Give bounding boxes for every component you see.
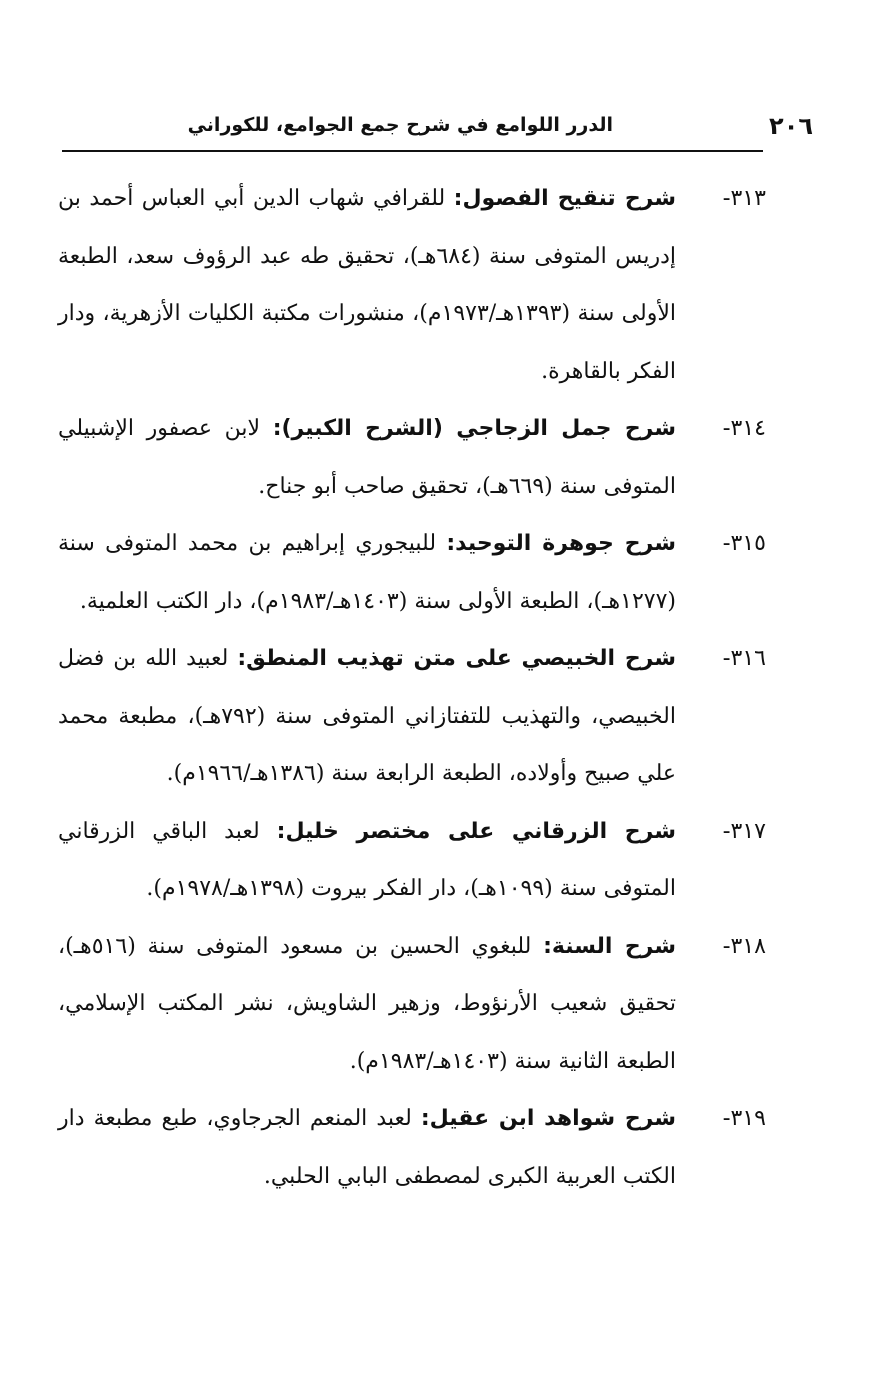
entry-text: لابن عصفور الإشبيلي المتوفى سنة (٦٦٩هـ)، تحقيق صاحب أبو جناح. bbox=[58, 416, 676, 499]
entry-text: للبغوي الحسين بن مسعود المتوفى سنة (٥١٦هـ)، تحقيق شعيب الأرنؤوط، وزهير الشاويش، نشر المكتب الإسلامي، الطبعة الثانية سنة (١٤٠٣هـ/١٩٨٣م). bbox=[58, 933, 676, 1074]
running-title: الدرر اللوامع في شرح جمع الجوامع، للكوراني bbox=[187, 114, 613, 136]
running-header bbox=[62, 112, 813, 144]
entry-number: ٣١٦- bbox=[722, 646, 766, 671]
entry-number: ٣١٩- bbox=[722, 1106, 766, 1131]
page-number: ٢٠٦ bbox=[769, 112, 813, 140]
bibliography-entry bbox=[58, 170, 766, 400]
bibliography-entry bbox=[58, 803, 766, 918]
bibliography-entry bbox=[58, 515, 766, 630]
bibliography-entry bbox=[58, 630, 766, 803]
entry-title: شرح تنقيح الفصول: bbox=[453, 186, 676, 211]
entry-title: شرح شواهد ابن عقيل: bbox=[420, 1106, 676, 1131]
entry-text: لعبيد الله بن فضل الخبيصي، والتهذيب للتفتازاني المتوفى سنة (٧٩٢هـ)، مطبعة محمد علي صبيح وأولاده، الطبعة الرابعة سنة (١٣٨٦هـ/١٩٦٦م). bbox=[58, 646, 676, 786]
entry-title: شرح جوهرة التوحيد: bbox=[446, 531, 676, 556]
bibliography-entry bbox=[58, 400, 766, 515]
entry-title: شرح جمل الزجاجي (الشرح الكبير): bbox=[272, 416, 676, 441]
header-rule bbox=[62, 150, 763, 152]
entry-title: شرح الزرقاني على مختصر خليل: bbox=[276, 818, 676, 844]
entry-number: ٣١٥- bbox=[722, 531, 766, 556]
entry-title: شرح الخبيصي على متن تهذيب المنطق: bbox=[237, 646, 676, 671]
entry-title: شرح السنة: bbox=[543, 933, 676, 959]
bibliography-entry bbox=[58, 1090, 766, 1205]
bibliography-entry bbox=[58, 918, 766, 1091]
entry-text: لعبد المنعم الجرجاوي، طبع مطبعة دار الكتب العربية الكبرى لمصطفى البابي الحلبي. bbox=[58, 1106, 676, 1189]
entry-text: للبيجوري إبراهيم بن محمد المتوفى سنة (١٢٧٧هـ)، الطبعة الأولى سنة (١٤٠٣هـ/١٩٨٣م)، دار الكتب العلمية. bbox=[58, 531, 676, 614]
entry-number: ٣١٣- bbox=[722, 186, 766, 211]
entry-text: للقرافي شهاب الدين أبي العباس أحمد بن إدريس المتوفى سنة (٦٨٤هـ)، تحقيق طه عبد الرؤوف سعد، الطبعة الأولى سنة (١٣٩٣هـ/١٩٧٣م)، منشورات مكتبة الكليات الأزهرية، ودار الفكر بالقاهرة. bbox=[58, 186, 677, 384]
entry-number: ٣١٧- bbox=[722, 818, 766, 844]
bibliography-list bbox=[58, 170, 766, 1205]
entry-text: لعبد الباقي الزرقاني المتوفى سنة (١٠٩٩هـ)، دار الفكر بيروت (١٣٩٨هـ/١٩٧٨م). bbox=[58, 818, 676, 901]
entry-number: ٣١٤- bbox=[722, 416, 766, 441]
entry-number: ٣١٨- bbox=[722, 933, 766, 959]
